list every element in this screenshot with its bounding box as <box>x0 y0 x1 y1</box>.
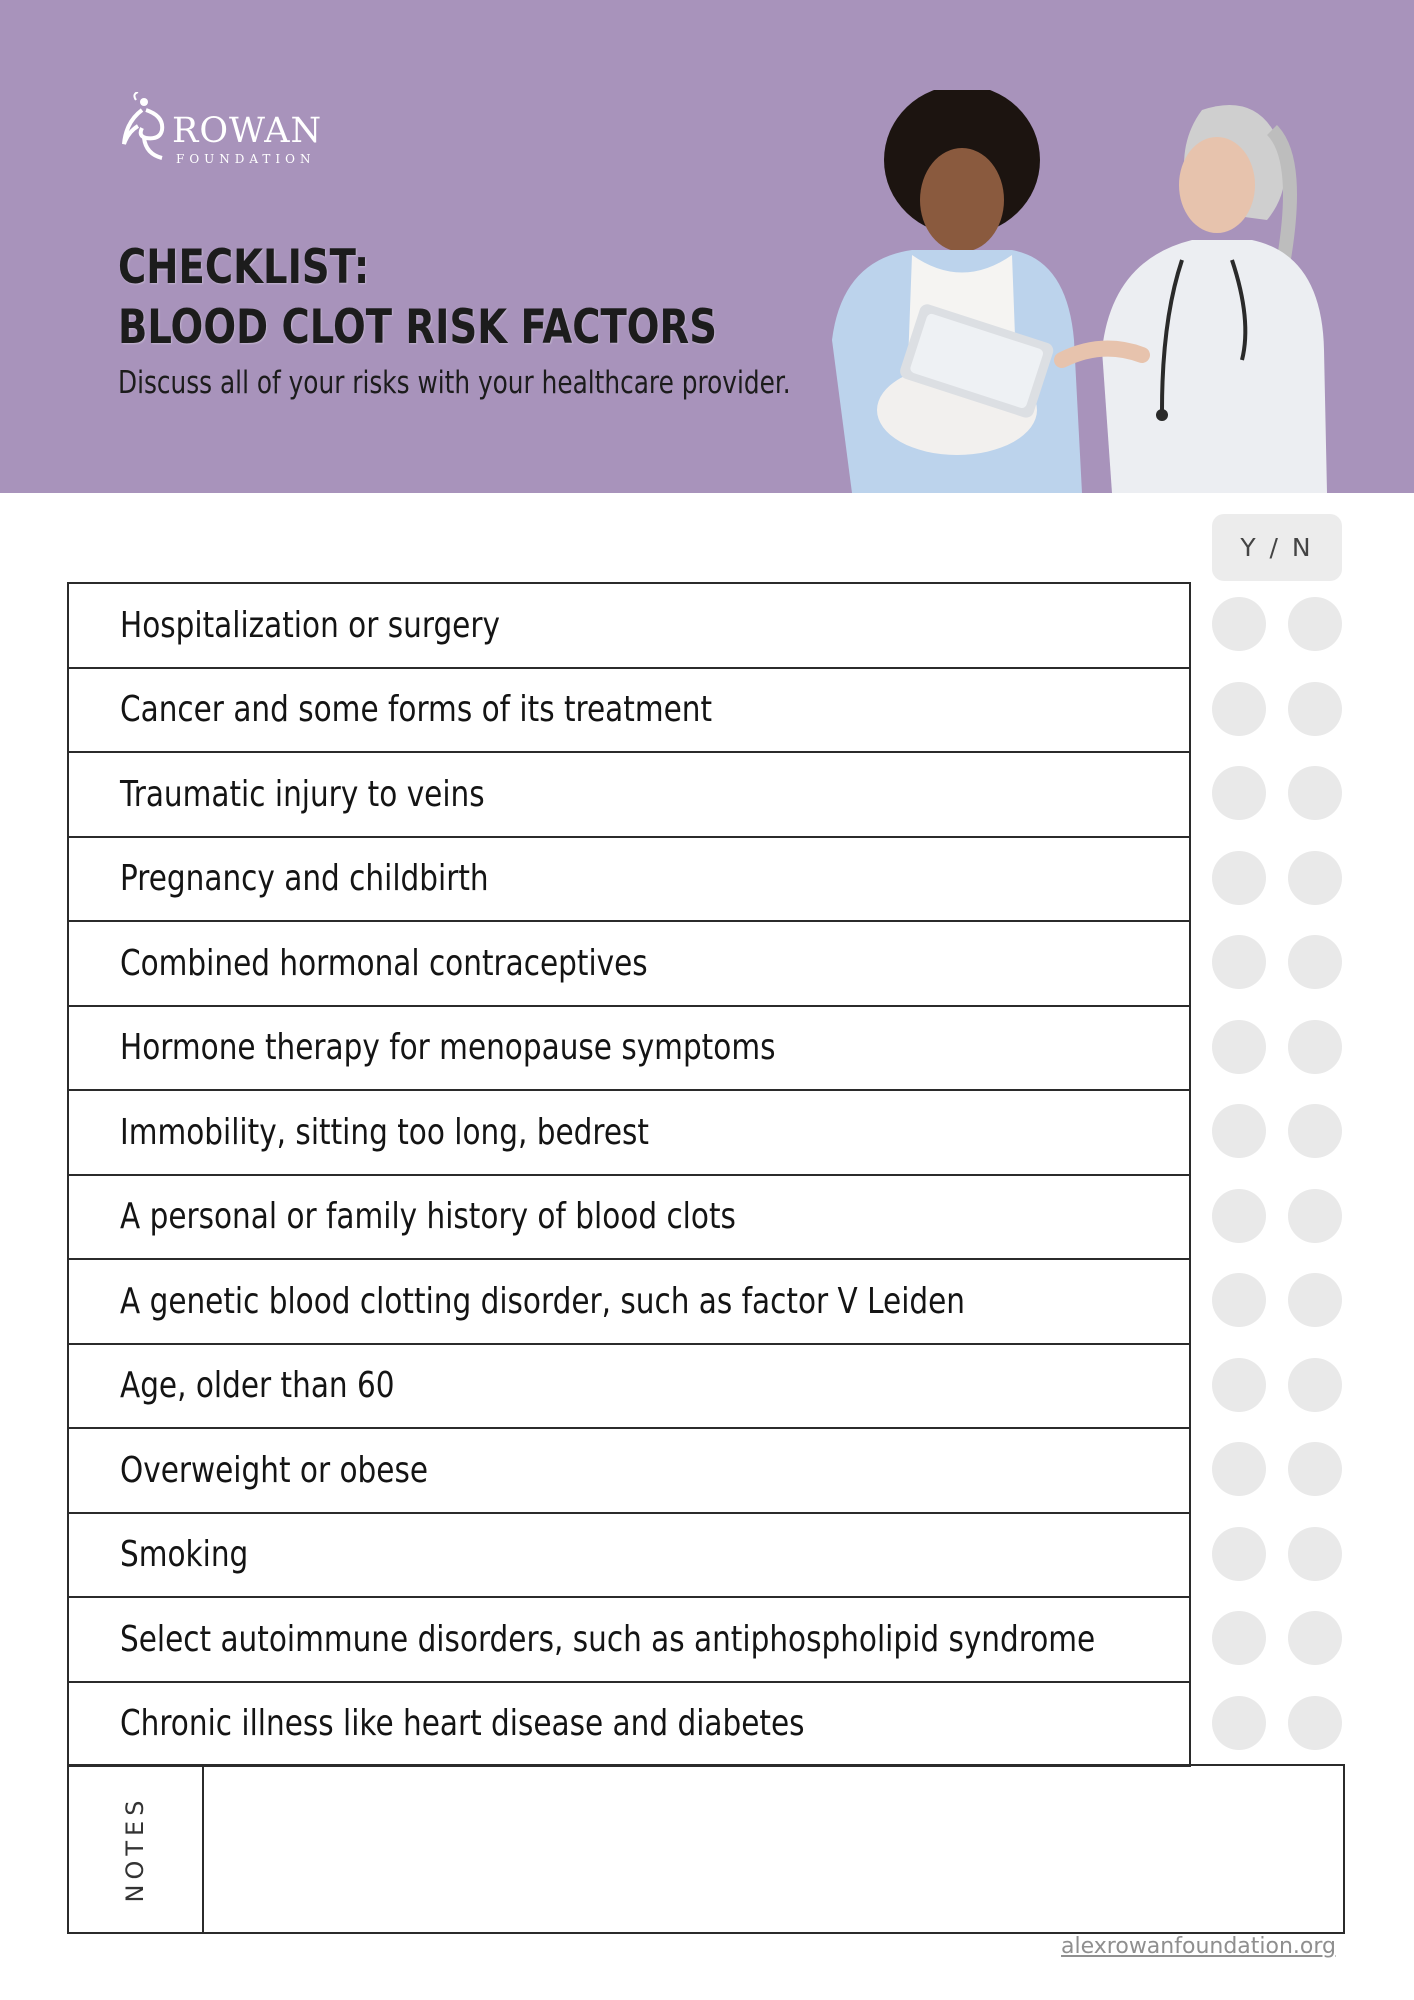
yes-radio[interactable] <box>1212 1189 1266 1243</box>
risk-factor-label: Overweight or obese <box>120 1449 428 1491</box>
no-radio[interactable] <box>1288 682 1342 736</box>
answer-row <box>1212 1174 1342 1259</box>
risk-factor-label: Age, older than 60 <box>120 1365 395 1407</box>
risk-factor-label: Cancer and some forms of its treatment <box>120 689 713 731</box>
no-radio[interactable] <box>1288 851 1342 905</box>
risk-factor-table <box>67 582 1191 1767</box>
yes-no-answer-column <box>1212 582 1342 1765</box>
yes-radio[interactable] <box>1212 597 1266 651</box>
checklist-row <box>69 1345 1189 1430</box>
no-radio[interactable] <box>1288 1611 1342 1665</box>
notes-label: NOTES <box>121 1795 149 1903</box>
risk-factor-label: Pregnancy and childbirth <box>120 858 489 900</box>
yes-radio[interactable] <box>1212 1020 1266 1074</box>
answer-row <box>1212 1089 1342 1174</box>
checklist-row <box>69 1598 1189 1683</box>
yes-radio[interactable] <box>1212 1527 1266 1581</box>
yes-radio[interactable] <box>1212 935 1266 989</box>
title-line-1: CHECKLIST: <box>118 240 370 295</box>
risk-factor-label: Combined hormonal contraceptives <box>120 942 648 984</box>
answer-row <box>1212 920 1342 1005</box>
no-radio[interactable] <box>1288 1273 1342 1327</box>
risk-factor-label: Select autoimmune disorders, such as antiphospholipid syndrome <box>120 1618 1096 1660</box>
no-radio[interactable] <box>1288 766 1342 820</box>
answer-row <box>1212 1596 1342 1681</box>
risk-factor-label: Traumatic injury to veins <box>120 773 485 815</box>
checklist-row <box>69 838 1189 923</box>
no-radio[interactable] <box>1288 935 1342 989</box>
answer-row <box>1212 1258 1342 1343</box>
risk-factor-label: Chronic illness like heart disease and diabetes <box>120 1703 805 1745</box>
logo-name: ROWAN <box>172 111 323 151</box>
no-radio[interactable] <box>1288 1527 1342 1581</box>
checklist-row <box>69 922 1189 1007</box>
no-radio[interactable] <box>1288 1020 1342 1074</box>
patient-and-doctor-photo <box>812 90 1332 493</box>
yes-radio[interactable] <box>1212 851 1266 905</box>
page-title <box>118 238 717 358</box>
yes-radio[interactable] <box>1212 1273 1266 1327</box>
checklist-row <box>69 584 1189 669</box>
risk-factor-label: Hormone therapy for menopause symptoms <box>120 1027 776 1069</box>
yes-radio[interactable] <box>1212 1358 1266 1412</box>
risk-factor-label: Smoking <box>120 1534 249 1576</box>
footer-website-link[interactable]: alexrowanfoundation.org <box>1061 1934 1336 1959</box>
checklist-row <box>69 1429 1189 1514</box>
rowan-foundation-logo <box>116 92 336 172</box>
answer-row <box>1212 667 1342 752</box>
answer-row <box>1212 1343 1342 1428</box>
no-radio[interactable] <box>1288 1189 1342 1243</box>
no-radio[interactable] <box>1288 1358 1342 1412</box>
logo-subtitle: FOUNDATION <box>176 152 316 166</box>
yes-radio[interactable] <box>1212 1611 1266 1665</box>
answer-row <box>1212 751 1342 836</box>
yes-no-column-header: Y / N <box>1212 514 1342 581</box>
checklist-row <box>69 1176 1189 1261</box>
risk-factor-label: A personal or family history of blood clots <box>120 1196 736 1238</box>
answer-row <box>1212 1005 1342 1090</box>
no-radio[interactable] <box>1288 1104 1342 1158</box>
yes-radio[interactable] <box>1212 1696 1266 1750</box>
checklist-row <box>69 1260 1189 1345</box>
checklist-row <box>69 1091 1189 1176</box>
yes-radio[interactable] <box>1212 766 1266 820</box>
no-radio[interactable] <box>1288 597 1342 651</box>
risk-factor-label: Immobility, sitting too long, bedrest <box>120 1111 650 1153</box>
rowan-logo-icon <box>116 92 176 172</box>
page-subtitle: Discuss all of your risks with your healthcare provider. <box>118 365 791 401</box>
yes-radio[interactable] <box>1212 682 1266 736</box>
answer-row <box>1212 1427 1342 1512</box>
no-radio[interactable] <box>1288 1442 1342 1496</box>
yes-radio[interactable] <box>1212 1442 1266 1496</box>
header-banner <box>0 0 1414 493</box>
answer-row <box>1212 1681 1342 1766</box>
checklist-row <box>69 669 1189 754</box>
title-line-2: BLOOD CLOT RISK FACTORS <box>118 300 717 355</box>
checklist-row <box>69 753 1189 838</box>
notes-field[interactable] <box>206 1770 1338 1930</box>
checklist-row <box>69 1007 1189 1092</box>
answer-row <box>1212 1512 1342 1597</box>
checklist-row <box>69 1683 1189 1768</box>
yes-radio[interactable] <box>1212 1104 1266 1158</box>
notes-label-cell <box>69 1766 204 1932</box>
answer-row <box>1212 836 1342 921</box>
checklist-row <box>69 1514 1189 1599</box>
risk-factor-label: A genetic blood clotting disorder, such as factor V Leiden <box>120 1280 966 1322</box>
risk-factor-label: Hospitalization or surgery <box>120 604 500 646</box>
answer-row <box>1212 582 1342 667</box>
no-radio[interactable] <box>1288 1696 1342 1750</box>
notes-box <box>67 1764 1345 1934</box>
